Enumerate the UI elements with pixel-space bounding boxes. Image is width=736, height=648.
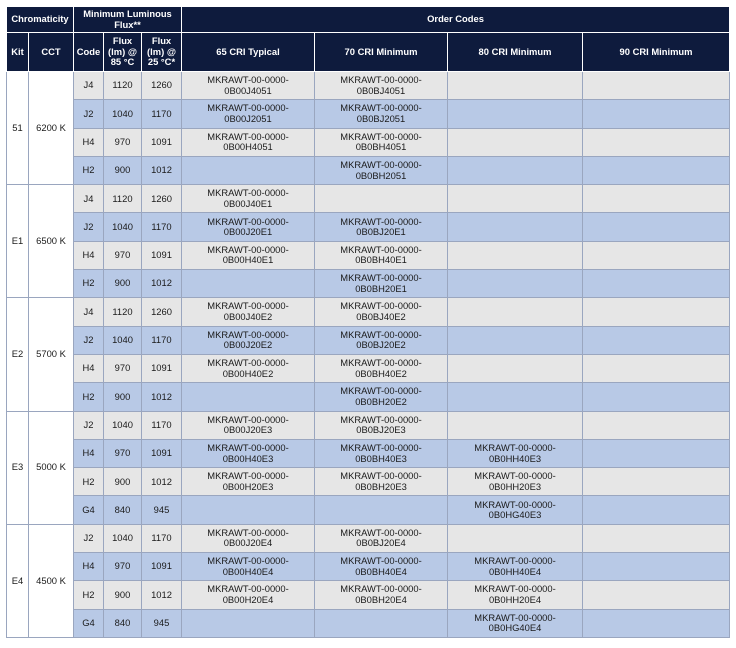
cct-cell: 6200 K [29, 72, 74, 185]
cri80-order-code: MKRAWT-00-0000- 0B0HH20E3 [448, 468, 583, 496]
code-cell: H4 [74, 439, 104, 467]
code-cell: H2 [74, 383, 104, 411]
table-row [7, 581, 730, 609]
cri80-order-code: MKRAWT-00-0000- 0B0HH20E4 [448, 581, 583, 609]
cri70-order-code [315, 609, 448, 637]
cri80-order-code [448, 298, 583, 326]
table-row [7, 213, 730, 241]
table-row [7, 326, 730, 354]
cct-cell: 5000 K [29, 411, 74, 524]
cri70-order-code: MKRAWT-00-0000- 0B0BJ40E2 [315, 298, 448, 326]
flux25-cell: 1012 [142, 156, 182, 184]
code-cell: H4 [74, 354, 104, 382]
cri90-order-code [583, 524, 730, 552]
flux85-cell: 1120 [104, 72, 142, 100]
cri80-order-code [448, 524, 583, 552]
flux25-cell: 1091 [142, 439, 182, 467]
cri65-order-code: MKRAWT-00-0000- 0B00J2051 [182, 100, 315, 128]
kit-cell: 51 [7, 72, 29, 185]
flux25-cell: 1012 [142, 581, 182, 609]
cri70-order-code: MKRAWT-00-0000- 0B0BH40E3 [315, 439, 448, 467]
code-cell: J2 [74, 100, 104, 128]
order-codes-table [6, 6, 730, 638]
flux25-cell: 1091 [142, 553, 182, 581]
cri90-order-code [583, 439, 730, 467]
table-row [7, 383, 730, 411]
cri80-order-code [448, 354, 583, 382]
cri80-order-code: MKRAWT-00-0000- 0B0HH40E4 [448, 553, 583, 581]
flux25-cell: 1091 [142, 128, 182, 156]
cri65-order-code: MKRAWT-00-0000- 0B00H20E3 [182, 468, 315, 496]
cri80-order-code [448, 241, 583, 269]
min-flux-header: Minimum Luminous Flux** [74, 7, 182, 33]
cri90-order-code [583, 496, 730, 524]
cri70-order-code: MKRAWT-00-0000- 0B0BH20E2 [315, 383, 448, 411]
code-cell: J4 [74, 72, 104, 100]
code-cell: J2 [74, 524, 104, 552]
cri90-header: 90 CRI Minimum [583, 33, 730, 72]
flux25-cell: 1260 [142, 72, 182, 100]
code-cell: J2 [74, 326, 104, 354]
flux25-cell: 1012 [142, 270, 182, 298]
table-body [7, 72, 730, 638]
cri90-order-code [583, 128, 730, 156]
cri70-order-code [315, 496, 448, 524]
kit-cell: E3 [7, 411, 29, 524]
flux85-header: Flux (lm) @ 85 °C [104, 33, 142, 72]
cri80-order-code [448, 270, 583, 298]
flux85-cell: 900 [104, 156, 142, 184]
table-row [7, 439, 730, 467]
code-cell: J4 [74, 185, 104, 213]
flux85-cell: 970 [104, 553, 142, 581]
flux85-cell: 900 [104, 581, 142, 609]
cri65-order-code: MKRAWT-00-0000- 0B00H20E4 [182, 581, 315, 609]
code-cell: H2 [74, 270, 104, 298]
code-cell: H4 [74, 241, 104, 269]
flux25-header: Flux (lm) @ 25 °C* [142, 33, 182, 72]
code-cell: J2 [74, 411, 104, 439]
table-row [7, 298, 730, 326]
flux25-cell: 1170 [142, 524, 182, 552]
cri90-order-code [583, 609, 730, 637]
table-row [7, 524, 730, 552]
table-row [7, 609, 730, 637]
cri90-order-code [583, 72, 730, 100]
cri80-header: 80 CRI Minimum [448, 33, 583, 72]
cri70-order-code: MKRAWT-00-0000- 0B0BJ4051 [315, 72, 448, 100]
cri65-order-code [182, 270, 315, 298]
cri65-order-code: MKRAWT-00-0000- 0B00J40E1 [182, 185, 315, 213]
cri65-order-code: MKRAWT-00-0000- 0B00H40E1 [182, 241, 315, 269]
code-cell: J2 [74, 213, 104, 241]
flux85-cell: 840 [104, 496, 142, 524]
cri70-order-code: MKRAWT-00-0000- 0B0BH40E2 [315, 354, 448, 382]
cri65-order-code: MKRAWT-00-0000- 0B00J20E3 [182, 411, 315, 439]
cri90-order-code [583, 298, 730, 326]
table-row [7, 553, 730, 581]
cri80-order-code [448, 326, 583, 354]
cri80-order-code: MKRAWT-00-0000- 0B0HG40E4 [448, 609, 583, 637]
cri70-order-code: MKRAWT-00-0000- 0B0BH20E1 [315, 270, 448, 298]
cri65-header: 65 CRI Typical [182, 33, 315, 72]
flux25-cell: 1012 [142, 468, 182, 496]
cct-cell: 5700 K [29, 298, 74, 411]
flux85-cell: 1040 [104, 213, 142, 241]
cri90-order-code [583, 581, 730, 609]
flux85-cell: 900 [104, 383, 142, 411]
cri90-order-code [583, 241, 730, 269]
flux85-cell: 1120 [104, 298, 142, 326]
cri70-order-code: MKRAWT-00-0000- 0B0BJ20E4 [315, 524, 448, 552]
code-cell: H2 [74, 468, 104, 496]
table-row [7, 156, 730, 184]
cri65-order-code: MKRAWT-00-0000- 0B00J40E2 [182, 298, 315, 326]
flux85-cell: 1040 [104, 524, 142, 552]
cri90-order-code [583, 468, 730, 496]
flux25-cell: 1170 [142, 213, 182, 241]
cri65-order-code: MKRAWT-00-0000- 0B00J20E4 [182, 524, 315, 552]
flux85-cell: 970 [104, 354, 142, 382]
cri65-order-code: MKRAWT-00-0000- 0B00J4051 [182, 72, 315, 100]
cri65-order-code: MKRAWT-00-0000- 0B00J20E1 [182, 213, 315, 241]
cri70-order-code: MKRAWT-00-0000- 0B0BH40E1 [315, 241, 448, 269]
cct-cell: 6500 K [29, 185, 74, 298]
flux25-cell: 1091 [142, 354, 182, 382]
table-row [7, 100, 730, 128]
cri65-order-code [182, 156, 315, 184]
table-row [7, 241, 730, 269]
cri90-order-code [583, 411, 730, 439]
code-cell: H2 [74, 156, 104, 184]
cri65-order-code: MKRAWT-00-0000- 0B00H40E2 [182, 354, 315, 382]
cri70-order-code: MKRAWT-00-0000- 0B0BH2051 [315, 156, 448, 184]
code-cell: H2 [74, 581, 104, 609]
code-header: Code [74, 33, 104, 72]
kit-cell: E2 [7, 298, 29, 411]
cri90-order-code [583, 156, 730, 184]
cri70-order-code: MKRAWT-00-0000- 0B0BH20E4 [315, 581, 448, 609]
cct-cell: 4500 K [29, 524, 74, 637]
table-row [7, 354, 730, 382]
flux25-cell: 1170 [142, 411, 182, 439]
flux85-cell: 1040 [104, 411, 142, 439]
cri65-order-code: MKRAWT-00-0000- 0B00J20E2 [182, 326, 315, 354]
cri90-order-code [583, 354, 730, 382]
cri80-order-code: MKRAWT-00-0000- 0B0HG40E3 [448, 496, 583, 524]
cri80-order-code [448, 213, 583, 241]
code-cell: G4 [74, 496, 104, 524]
flux25-cell: 945 [142, 496, 182, 524]
cri80-order-code [448, 383, 583, 411]
flux85-cell: 900 [104, 270, 142, 298]
table-row [7, 185, 730, 213]
cri70-order-code: MKRAWT-00-0000- 0B0BH20E3 [315, 468, 448, 496]
cri70-header: 70 CRI Minimum [315, 33, 448, 72]
cri80-order-code: MKRAWT-00-0000- 0B0HH40E3 [448, 439, 583, 467]
flux25-cell: 1170 [142, 100, 182, 128]
flux85-cell: 970 [104, 439, 142, 467]
flux85-cell: 840 [104, 609, 142, 637]
cct-header: CCT [29, 33, 74, 72]
code-cell: H4 [74, 128, 104, 156]
table-row [7, 128, 730, 156]
cri70-order-code: MKRAWT-00-0000- 0B0BJ20E1 [315, 213, 448, 241]
code-cell: H4 [74, 553, 104, 581]
cri80-order-code [448, 128, 583, 156]
flux85-cell: 1120 [104, 185, 142, 213]
code-cell: G4 [74, 609, 104, 637]
table-row [7, 72, 730, 100]
cri90-order-code [583, 213, 730, 241]
flux85-cell: 1040 [104, 100, 142, 128]
cri90-order-code [583, 185, 730, 213]
cri90-order-code [583, 270, 730, 298]
flux85-cell: 970 [104, 128, 142, 156]
cri90-order-code [583, 383, 730, 411]
cri65-order-code [182, 383, 315, 411]
flux85-cell: 900 [104, 468, 142, 496]
kit-cell: E1 [7, 185, 29, 298]
cri70-order-code: MKRAWT-00-0000- 0B0BH4051 [315, 128, 448, 156]
cri80-order-code [448, 100, 583, 128]
kit-cell: E4 [7, 524, 29, 637]
cri80-order-code [448, 156, 583, 184]
table-row [7, 411, 730, 439]
cri70-order-code [315, 185, 448, 213]
flux25-cell: 1260 [142, 298, 182, 326]
cri70-order-code: MKRAWT-00-0000- 0B0BH40E4 [315, 553, 448, 581]
cri65-order-code: MKRAWT-00-0000- 0B00H40E3 [182, 439, 315, 467]
flux25-cell: 1091 [142, 241, 182, 269]
cri65-order-code: MKRAWT-00-0000- 0B00H40E4 [182, 553, 315, 581]
cri90-order-code [583, 553, 730, 581]
flux25-cell: 1170 [142, 326, 182, 354]
cri90-order-code [583, 326, 730, 354]
cri65-order-code [182, 496, 315, 524]
order-codes-header: Order Codes [182, 7, 730, 33]
flux25-cell: 1260 [142, 185, 182, 213]
cri65-order-code: MKRAWT-00-0000- 0B00H4051 [182, 128, 315, 156]
table-row [7, 270, 730, 298]
cri80-order-code [448, 185, 583, 213]
flux85-cell: 970 [104, 241, 142, 269]
table-row [7, 496, 730, 524]
table-row [7, 468, 730, 496]
cri80-order-code [448, 411, 583, 439]
cri90-order-code [583, 100, 730, 128]
flux85-cell: 1040 [104, 326, 142, 354]
cri70-order-code: MKRAWT-00-0000- 0B0BJ20E3 [315, 411, 448, 439]
cri80-order-code [448, 72, 583, 100]
code-cell: J4 [74, 298, 104, 326]
cri70-order-code: MKRAWT-00-0000- 0B0BJ20E2 [315, 326, 448, 354]
cri70-order-code: MKRAWT-00-0000- 0B0BJ2051 [315, 100, 448, 128]
flux25-cell: 1012 [142, 383, 182, 411]
kit-header: Kit [7, 33, 29, 72]
chromaticity-header: Chromaticity [7, 7, 74, 33]
cri65-order-code [182, 609, 315, 637]
flux25-cell: 945 [142, 609, 182, 637]
